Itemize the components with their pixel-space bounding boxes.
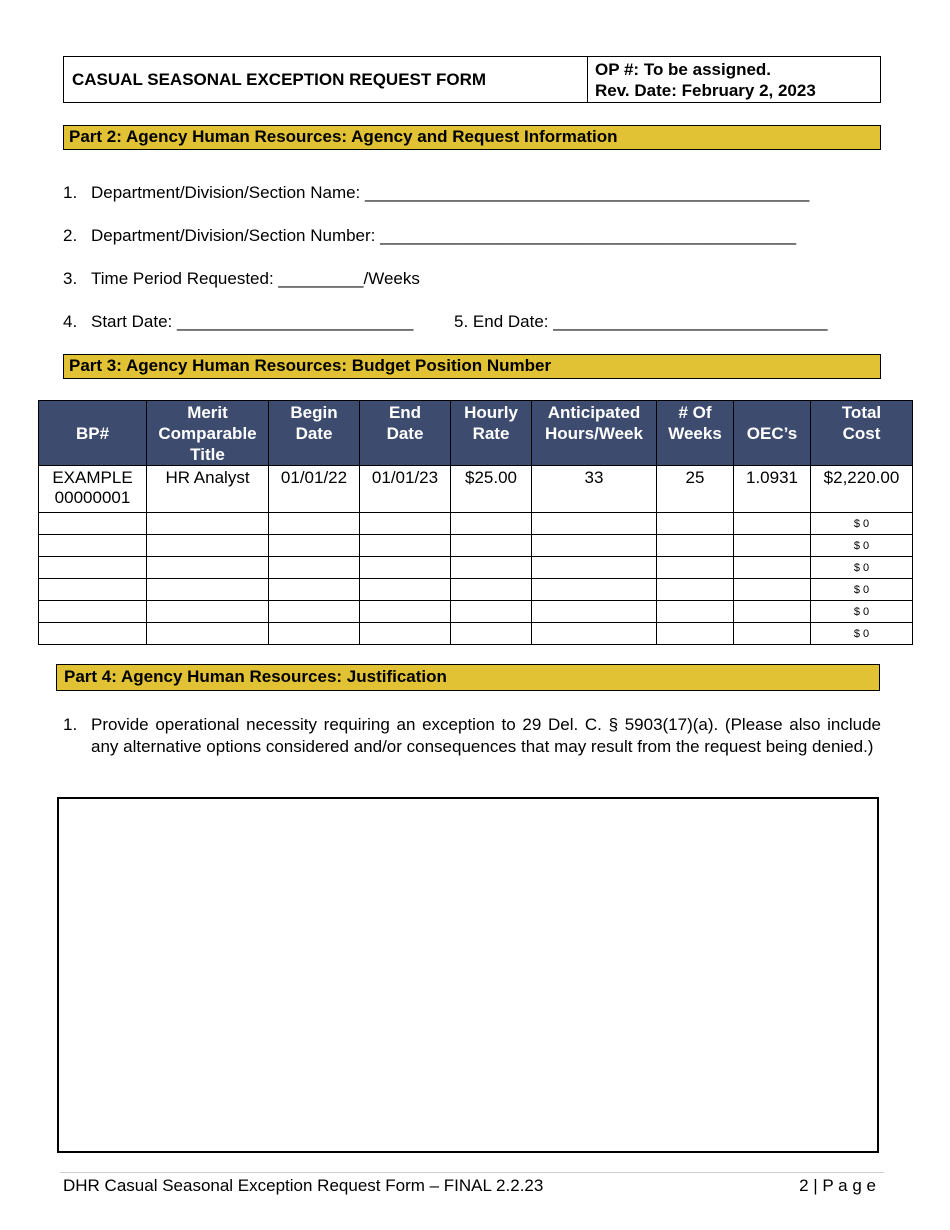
cell-cost: $ 0	[811, 557, 913, 579]
cell-input[interactable]	[451, 557, 532, 579]
cell-input[interactable]	[532, 557, 657, 579]
cell-cost: $ 0	[811, 579, 913, 601]
question-text: Department/Division/Section Number: ____________________________________________	[91, 226, 797, 245]
table-row[interactable]	[39, 623, 913, 645]
form-meta	[588, 57, 880, 102]
question-end-date[interactable]: 5. End Date: _____________________________	[454, 312, 828, 331]
question-department-number[interactable]	[63, 226, 796, 246]
cell-input[interactable]	[451, 579, 532, 601]
cell-input[interactable]	[269, 535, 360, 557]
cell-input[interactable]	[39, 513, 147, 535]
cell-input[interactable]	[269, 513, 360, 535]
table-row[interactable]	[39, 601, 913, 623]
justification-question	[63, 714, 881, 758]
question-text: Department/Division/Section Name: _______________________________________________	[91, 183, 810, 202]
cell-input[interactable]	[147, 557, 269, 579]
col-hours-week: Anticipated Hours/Week	[532, 401, 657, 466]
cell-cost: $ 0	[811, 513, 913, 535]
justification-answer-box[interactable]	[57, 797, 879, 1153]
cell-input[interactable]	[147, 535, 269, 557]
cell-bp: EXAMPLE 00000001	[39, 466, 147, 513]
cell-input[interactable]	[451, 535, 532, 557]
cell-input[interactable]	[734, 513, 811, 535]
table-row-example	[39, 466, 913, 513]
cell-input[interactable]	[360, 557, 451, 579]
question-number: 2.	[63, 226, 78, 245]
budget-position-table	[38, 400, 913, 645]
cell-input[interactable]	[360, 535, 451, 557]
table-row[interactable]	[39, 513, 913, 535]
question-number: 4.	[63, 312, 78, 331]
cell-input[interactable]	[39, 579, 147, 601]
question-number: 3.	[63, 269, 78, 288]
cell-cost: $ 0	[811, 535, 913, 557]
cell-input[interactable]	[147, 513, 269, 535]
cell-input[interactable]	[657, 513, 734, 535]
col-total-cost: Total Cost	[811, 401, 913, 466]
question-text: Time Period Requested: _________/Weeks	[91, 269, 420, 288]
form-title: CASUAL SEASONAL EXCEPTION REQUEST FORM	[64, 57, 588, 102]
cell-input[interactable]	[657, 557, 734, 579]
part4-heading: Part 4: Agency Human Resources: Justification	[56, 664, 880, 691]
table-row[interactable]	[39, 579, 913, 601]
cell-input[interactable]	[734, 623, 811, 645]
cell-oec: 1.0931	[734, 466, 811, 513]
cell-title: HR Analyst	[147, 466, 269, 513]
col-begin-date: Begin Date	[269, 401, 360, 466]
cell-input[interactable]	[451, 601, 532, 623]
form-header	[63, 56, 881, 103]
cell-input[interactable]	[657, 623, 734, 645]
question-number: 1.	[63, 183, 78, 202]
cell-input[interactable]	[657, 601, 734, 623]
cell-input[interactable]	[734, 601, 811, 623]
table-header-row	[39, 401, 913, 466]
cell-input[interactable]	[360, 579, 451, 601]
cell-hours: 33	[532, 466, 657, 513]
question-text: Provide operational necessity requiring an exception to 29 Del. C. § 5903(17)(a). (Please also include any alternative options considered and/or consequences that may result from the request being denied.)	[91, 715, 881, 756]
cell-input[interactable]	[532, 601, 657, 623]
cell-input[interactable]	[147, 601, 269, 623]
cell-cost: $2,220.00	[811, 466, 913, 513]
table-row[interactable]	[39, 557, 913, 579]
cell-input[interactable]	[657, 535, 734, 557]
cell-input[interactable]	[360, 513, 451, 535]
question-number: 1.	[63, 715, 78, 734]
cell-input[interactable]	[532, 623, 657, 645]
cell-end: 01/01/23	[360, 466, 451, 513]
footer-page-number: 2 | P a g e	[799, 1176, 876, 1195]
cell-input[interactable]	[451, 623, 532, 645]
cell-input[interactable]	[39, 623, 147, 645]
part3-heading: Part 3: Agency Human Resources: Budget Position Number	[63, 354, 881, 379]
cell-input[interactable]	[532, 579, 657, 601]
col-weeks: # Of Weeks	[657, 401, 734, 466]
cell-input[interactable]	[734, 579, 811, 601]
cell-input[interactable]	[147, 623, 269, 645]
question-time-period[interactable]	[63, 269, 420, 289]
cell-input[interactable]	[269, 623, 360, 645]
col-end-date: End Date	[360, 401, 451, 466]
question-department-name[interactable]	[63, 183, 809, 203]
question-text: Start Date: _________________________	[91, 312, 414, 331]
cell-weeks: 25	[657, 466, 734, 513]
cell-input[interactable]	[734, 557, 811, 579]
col-merit-title: Merit Comparable Title	[147, 401, 269, 466]
cell-input[interactable]	[451, 513, 532, 535]
cell-cost: $ 0	[811, 601, 913, 623]
cell-input[interactable]	[39, 601, 147, 623]
cell-rate: $25.00	[451, 466, 532, 513]
cell-cost: $ 0	[811, 623, 913, 645]
op-number: OP #: To be assigned.	[595, 60, 772, 79]
cell-begin: 01/01/22	[269, 466, 360, 513]
footer-divider	[60, 1172, 884, 1173]
cell-input[interactable]	[269, 601, 360, 623]
cell-input[interactable]	[360, 623, 451, 645]
cell-input[interactable]	[734, 535, 811, 557]
cell-input[interactable]	[532, 535, 657, 557]
question-start-date[interactable]	[63, 312, 413, 332]
cell-input[interactable]	[657, 579, 734, 601]
table-row[interactable]	[39, 535, 913, 557]
cell-input[interactable]	[269, 557, 360, 579]
cell-input[interactable]	[147, 579, 269, 601]
col-hourly-rate: Hourly Rate	[451, 401, 532, 466]
footer-form-name: DHR Casual Seasonal Exception Request Form – FINAL 2.2.23	[63, 1176, 544, 1195]
cell-input[interactable]	[532, 513, 657, 535]
col-bp: BP#	[39, 401, 147, 466]
cell-input[interactable]	[269, 579, 360, 601]
col-oec: OEC’s	[734, 401, 811, 466]
part2-heading: Part 2: Agency Human Resources: Agency and Request Information	[63, 125, 881, 150]
cell-input[interactable]	[360, 601, 451, 623]
cell-input[interactable]	[39, 557, 147, 579]
cell-input[interactable]	[39, 535, 147, 557]
rev-date: Rev. Date: February 2, 2023	[595, 81, 816, 100]
